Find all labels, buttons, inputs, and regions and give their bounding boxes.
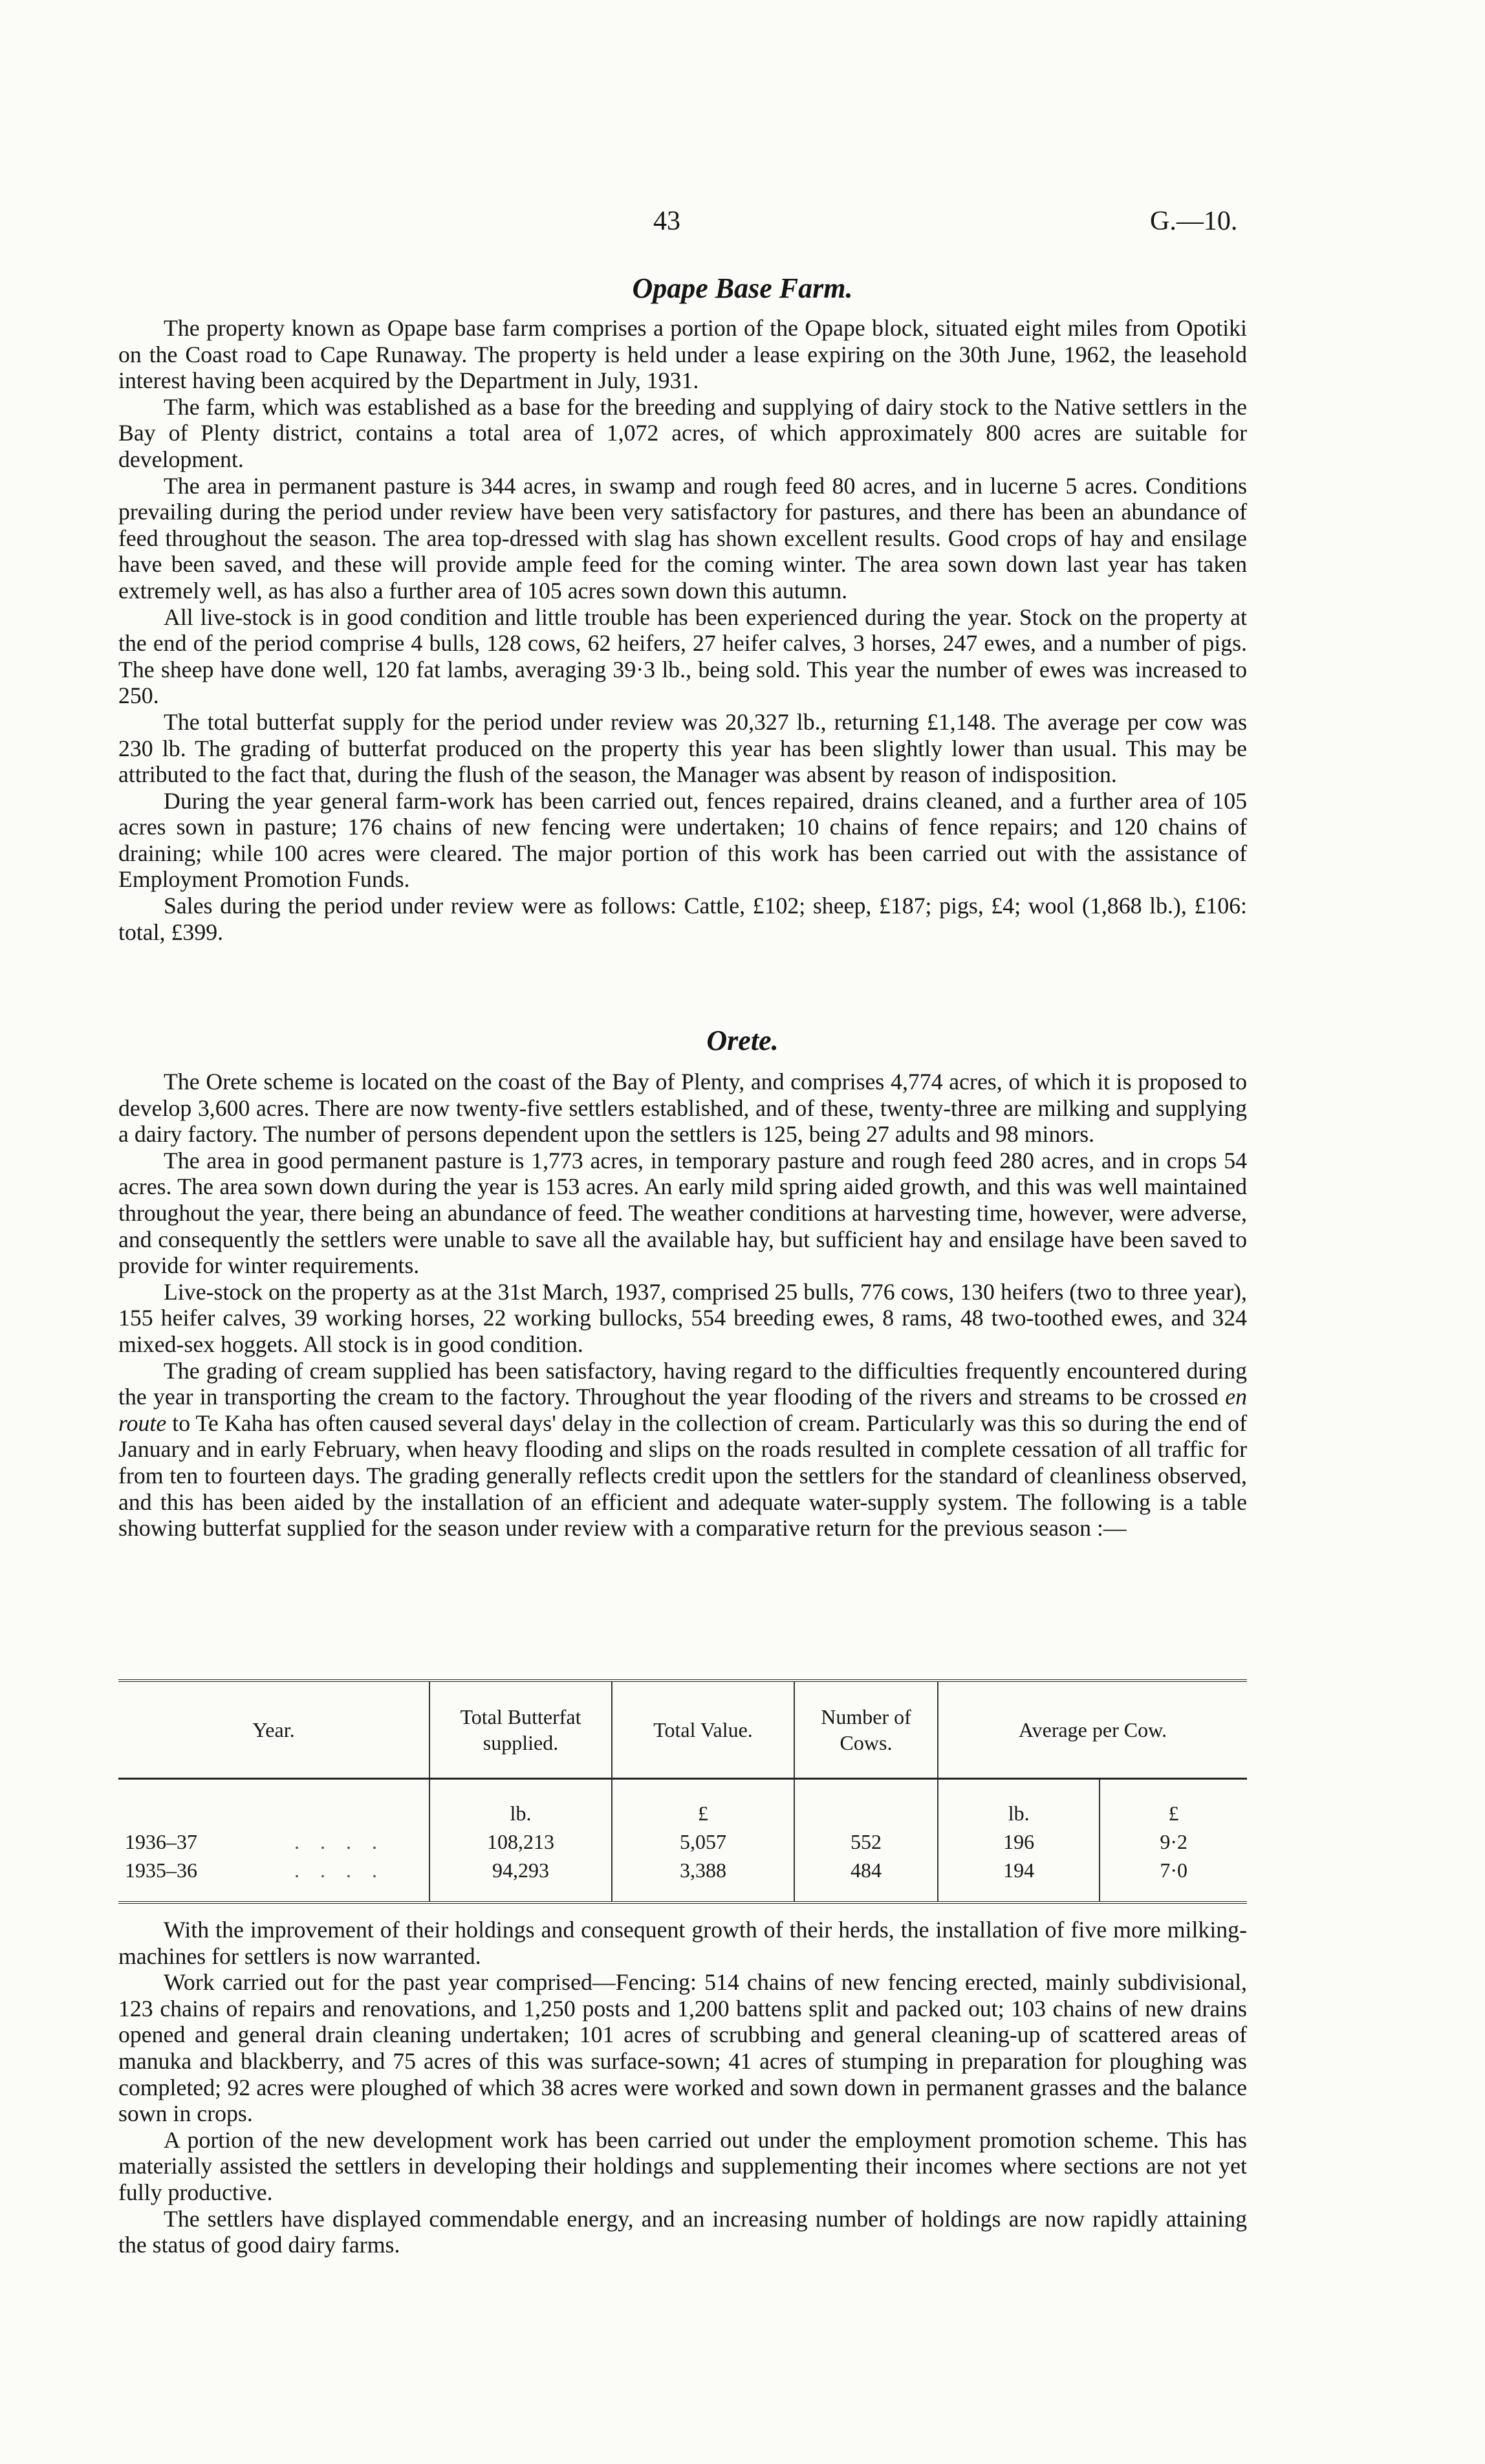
- paragraph: The area in good permanent pasture is 1,773 acres, in temporary pasture and rough feed 280 acres, and in crops 54 acres. The area sown down during the year is 153 acres. An early mild spring aided growth, and this was well maintained throughout the year, there being an abundance of feed. The weather conditions at harvesting time, however, were adverse, and consequently the settlers were unable to save all the available hay, but sufficient hay and ensilage have been saved to provide for winter requirements.: [118, 1147, 1247, 1279]
- orete-section-closing: [118, 1917, 1247, 2258]
- table-header-row: [118, 1681, 1247, 1779]
- paragraph: Sales during the period under review were as follows: Cattle, £102; sheep, £187; pigs, £4; wool (1,868 lb.), £106: total, £399.: [118, 893, 1247, 945]
- opape-section: [118, 315, 1247, 945]
- butterfat-cell: 108,213: [429, 1827, 612, 1856]
- text-segment: The grading of cream supplied has been satisfactory, having regard to the difficulties frequently encountered during the year in transporting the cream to the factory. Throughout the year flooding of the rivers and streams to be crossed: [118, 1357, 1247, 1410]
- grading-paragraph: [118, 1358, 1247, 1542]
- orete-title: Orete.: [706, 1025, 779, 1056]
- paragraph: The settlers have displayed commendable energy, and an increasing number of holdings are now rapidly attaining the status of good dairy farms.: [118, 2205, 1247, 2258]
- paragraph: All live-stock is in good condition and little trouble has been experienced during the year. Stock on the property at the end of the period comprise 4 bulls, 128 cows, 62 heifers, 27 heifer calves, 3 horses, 247 ewes, and a number of pigs. The sheep have done well, 120 fat lambs, averaging 39·3 lb., being sold. This year the number of ewes was increased to 250.: [118, 604, 1247, 709]
- unit-cows: [794, 1779, 938, 1828]
- leader-dots: ....: [294, 1830, 398, 1853]
- header-butterfat: Total Butterfat supplied.: [429, 1681, 612, 1779]
- page-number: 43: [653, 206, 680, 236]
- unit-avg-lb: lb.: [938, 1779, 1100, 1828]
- unit-avg-value: £: [1100, 1779, 1247, 1828]
- butterfat-table: [118, 1679, 1247, 1904]
- paragraph: Work carried out for the past year comprised—Fencing: 514 chains of new fencing erected, mainly subdivisional, 123 chains of repairs and renovations, and 1,250 posts and 1,200 battens split and packed out; 103 chains of new drains opened and general drain cleaning undertaken; 101 acres of scrubbing and general cleaning-up of scattered areas of manuka and blackberry, and 75 acres of this was surface-sown; 41 acres of stumping in preparation for ploughing was completed; 92 acres were ploughed of which 38 acres were worked and sown down in permanent grasses and the balance sown in crops.: [118, 1969, 1247, 2127]
- italic-term: en route: [118, 1384, 1247, 1436]
- avg-value-cell: 7·0: [1100, 1856, 1247, 1903]
- avg-lb-cell: 196: [938, 1827, 1100, 1856]
- value-cell: 5,057: [612, 1827, 794, 1856]
- year-cell: [118, 1856, 429, 1903]
- avg-lb-cell: 194: [938, 1856, 1100, 1903]
- units-row: [118, 1779, 1247, 1828]
- units-year-cell: [118, 1779, 429, 1828]
- paragraph: The farm, which was established as a base for the breeding and supplying of dairy stock to the Native settlers in the Bay of Plenty district, contains a total area of 1,072 acres, of which approximately 800 acres are suitable for development.: [118, 393, 1247, 472]
- year-label: 1935–36: [125, 1859, 197, 1882]
- document-reference: G.—10.: [1150, 206, 1238, 236]
- header-average: Average per Cow.: [938, 1681, 1247, 1779]
- orete-section-intro: [118, 1069, 1247, 1542]
- header-value: Total Value.: [612, 1681, 794, 1779]
- paragraph: The property known as Opape base farm comprises a portion of the Opape block, situated eight miles from Opotiki on the Coast road to Cape Runaway. The property is held under a lease expiring on the 30th June, 1962, the leasehold interest having been acquired by the Department in July, 1931.: [118, 315, 1247, 394]
- table-row: [118, 1856, 1247, 1903]
- year-cell: [118, 1827, 429, 1856]
- value-cell: 3,388: [612, 1856, 794, 1903]
- header-year: Year.: [118, 1681, 429, 1779]
- opape-title: Opape Base Farm.: [632, 272, 853, 304]
- unit-butterfat: lb.: [429, 1779, 612, 1828]
- butterfat-cell: 94,293: [429, 1856, 612, 1903]
- text-segment: to Te Kaha has often caused several days' delay in the collection of cream. Particularly was this so during the end of January and in early February, when heavy flooding and slips on the roads resulted in complete cessation of all traffic for from ten to fourteen days. The grading generally reflects credit upon the settlers for the standard of cleanliness observed, and this has been aided by the installation of an efficient and adequate water-supply system. The following is a table showing butterfat supplied for the season under review with a comparative return for the previous season :—: [118, 1410, 1247, 1542]
- header-cows: Number of Cows.: [794, 1681, 938, 1779]
- leader-dots: ....: [294, 1859, 398, 1882]
- paragraph: The total butterfat supply for the period under review was 20,327 lb., returning £1,148. The average per cow was 230 lb. The grading of butterfat produced on the property this year has been slightly lower than usual. This may be attributed to the fact that, during the flush of the season, the Manager was absent by reason of indisposition.: [118, 708, 1247, 788]
- cows-cell: 552: [794, 1827, 938, 1856]
- butterfat-table-container: [118, 1679, 1247, 1904]
- table-row: [118, 1827, 1247, 1856]
- paragraph: Live-stock on the property as at the 31st March, 1937, comprised 25 bulls, 776 cows, 130 heifers (two to three year), 155 heifer calves, 39 working horses, 22 working bullocks, 554 breeding ewes, 8 rams, 48 two-toothed ewes, and 324 mixed-sex hoggets. All stock is in good condition.: [118, 1278, 1247, 1357]
- year-label: 1936–37: [125, 1830, 197, 1853]
- paragraph: The area in permanent pasture is 344 acres, in swamp and rough feed 80 acres, and in lucerne 5 acres. Conditions prevailing during the period under review have been very satisfactory for pastures, and there has been an abundance of feed throughout the season. The area top-dressed with slag has shown excellent results. Good crops of hay and ensilage have been saved, and these will provide ample feed for the coming winter. The area sown down last year has taken extremely well, as has also a further area of 105 acres sown down this autumn.: [118, 472, 1247, 604]
- paragraph: A portion of the new development work has been carried out under the employment promotion scheme. This has materially assisted the settlers in developing their holdings and supplementing their incomes where sections are not yet fully productive.: [118, 2126, 1247, 2205]
- paragraph: The Orete scheme is located on the coast of the Bay of Plenty, and comprises 4,774 acres, of which it is proposed to develop 3,600 acres. There are now twenty-five settlers established, and of these, twenty-three are milking and supplying a dairy factory. The number of persons dependent upon the settlers is 125, being 27 adults and 98 minors.: [118, 1069, 1247, 1148]
- avg-value-cell: 9·2: [1100, 1827, 1247, 1856]
- cows-cell: 484: [794, 1856, 938, 1903]
- paragraph: With the improvement of their holdings and consequent growth of their herds, the installation of five more milking-machines for settlers is now warranted.: [118, 1917, 1247, 1969]
- unit-value: £: [612, 1779, 794, 1828]
- paragraph: During the year general farm-work has been carried out, fences repaired, drains cleaned, and a further area of 105 acres sown in pasture; 176 chains of new fencing were undertaken; 10 chains of fence repairs; and 120 chains of draining; while 100 acres were cleared. The major portion of this work has been carried out with the assistance of Employment Promotion Funds.: [118, 787, 1247, 893]
